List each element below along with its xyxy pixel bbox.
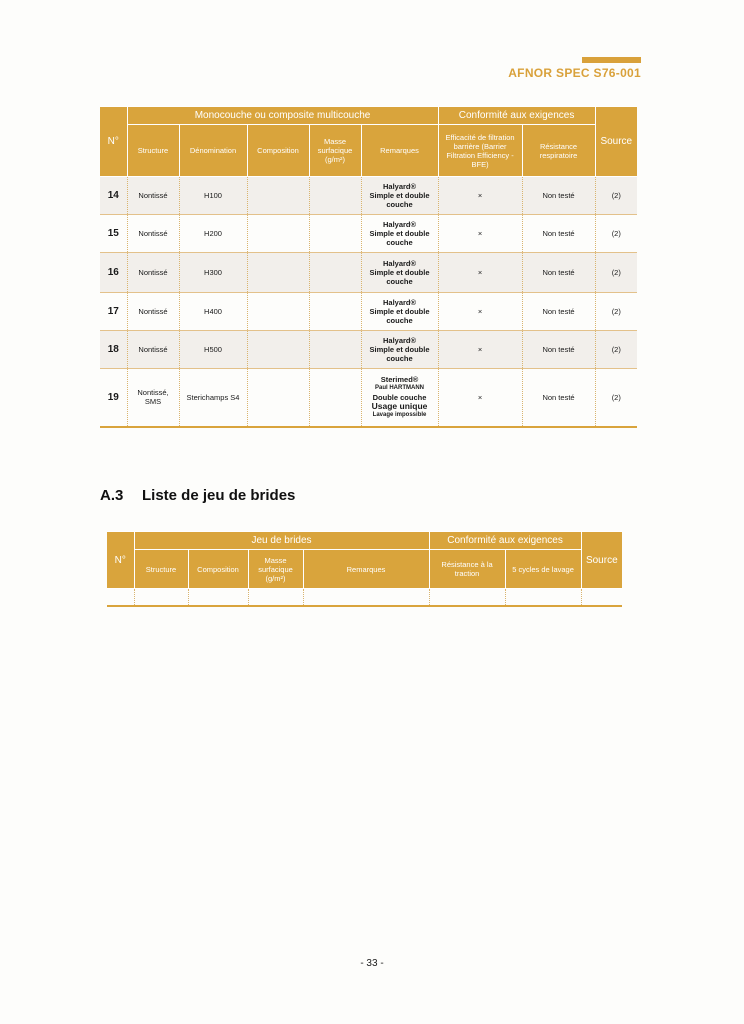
- table-row: 15 Nontissé H200 Halyard® Simple et double couche × Non testé (2): [100, 215, 637, 253]
- header-source: Source: [595, 107, 637, 177]
- masks-table: [100, 106, 637, 428]
- remarques-cell: Sterimed® Paul HARTMANN Double couche Usage unique Lavage impossible: [361, 369, 438, 427]
- section-title: Liste de jeu de brides: [142, 487, 296, 504]
- section-number: A.3: [100, 487, 124, 504]
- header-jeu: Jeu de brides: [134, 532, 429, 550]
- col-resistance: Résistance respiratoire: [522, 125, 595, 177]
- col-composition: Composition: [188, 550, 248, 589]
- col-composition: Composition: [247, 125, 309, 177]
- col-masse: Masse surfacique (g/m²): [309, 125, 361, 177]
- header-accent-bar: [582, 57, 641, 63]
- col-structure: Structure: [127, 125, 179, 177]
- col-remarques: Remarques: [361, 125, 438, 177]
- col-denomination: Dénomination: [179, 125, 247, 177]
- brides-table: [107, 531, 622, 607]
- page-number: - 33 -: [360, 958, 384, 969]
- document-code: AFNOR SPEC S76-001: [508, 66, 641, 80]
- remarques-cell: Halyard® Simple et double couche: [361, 331, 438, 369]
- header-conformite: Conformité aux exigences: [438, 107, 595, 125]
- table-row: 16 Nontissé H300 Halyard® Simple et double couche × Non testé (2): [100, 253, 637, 293]
- header-monocouche: Monocouche ou composite multicouche: [127, 107, 438, 125]
- col-traction: Résistance à la traction: [429, 550, 505, 589]
- header-conformite: Conformité aux exigences: [429, 532, 581, 550]
- col-masse: Masse surfacique (g/m²): [248, 550, 303, 589]
- table-row: 19 Nontissé, SMS Sterichamps S4 Sterimed® Paul HARTMANN Double couche Usage unique Lavage impossible × Non testé (2): [100, 369, 637, 427]
- col-efficacite: Efficacité de filtration barrière (Barrier Filtration Efficiency - BFE): [438, 125, 522, 177]
- section-heading: [100, 487, 295, 504]
- table-row: 17 Nontissé H400 Halyard® Simple et double couche × Non testé (2): [100, 293, 637, 331]
- col-structure: Structure: [134, 550, 188, 589]
- remarques-cell: Halyard® Simple et double couche: [361, 253, 438, 293]
- col-remarques: Remarques: [303, 550, 429, 589]
- col-lavage: 5 cycles de lavage: [505, 550, 581, 589]
- remarques-cell: Halyard® Simple et double couche: [361, 293, 438, 331]
- remarques-cell: Halyard® Simple et double couche: [361, 177, 438, 215]
- table-row: 14 Nontissé H100 Halyard® Simple et double couche × Non testé (2): [100, 177, 637, 215]
- remarques-cell: Halyard® Simple et double couche: [361, 215, 438, 253]
- table-row: 18 Nontissé H500 Halyard® Simple et double couche × Non testé (2): [100, 331, 637, 369]
- header-no: N°: [100, 107, 127, 177]
- header-no: N°: [107, 532, 134, 589]
- header-source: Source: [581, 532, 622, 589]
- table-row: [107, 589, 622, 606]
